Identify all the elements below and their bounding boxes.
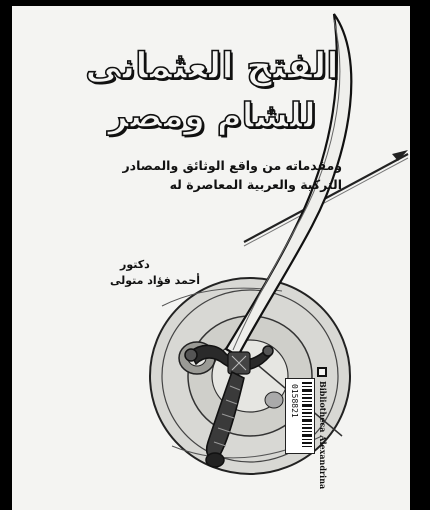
book-title-line-2: للشام ومصر bbox=[108, 96, 316, 136]
book-subtitle-line-1: ومقدماته من واقع الوثائق والمصادر bbox=[122, 158, 342, 173]
book-subtitle-line-2: التركية والعربية المعاصرة له bbox=[169, 177, 342, 192]
book-cover bbox=[12, 6, 410, 510]
author-title: دكتور bbox=[120, 258, 150, 271]
book-title-line-1: الفتح العثمانى bbox=[85, 46, 339, 87]
library-stamp-text: Bibliotheca Alexandrina bbox=[318, 381, 328, 490]
scan-right-margin bbox=[410, 0, 430, 510]
author-name: أحمد فؤاد متولى bbox=[110, 274, 201, 287]
barcode-number: 0158821 bbox=[290, 384, 299, 418]
library-logo-icon bbox=[316, 366, 328, 378]
scan-left-margin bbox=[0, 0, 12, 510]
